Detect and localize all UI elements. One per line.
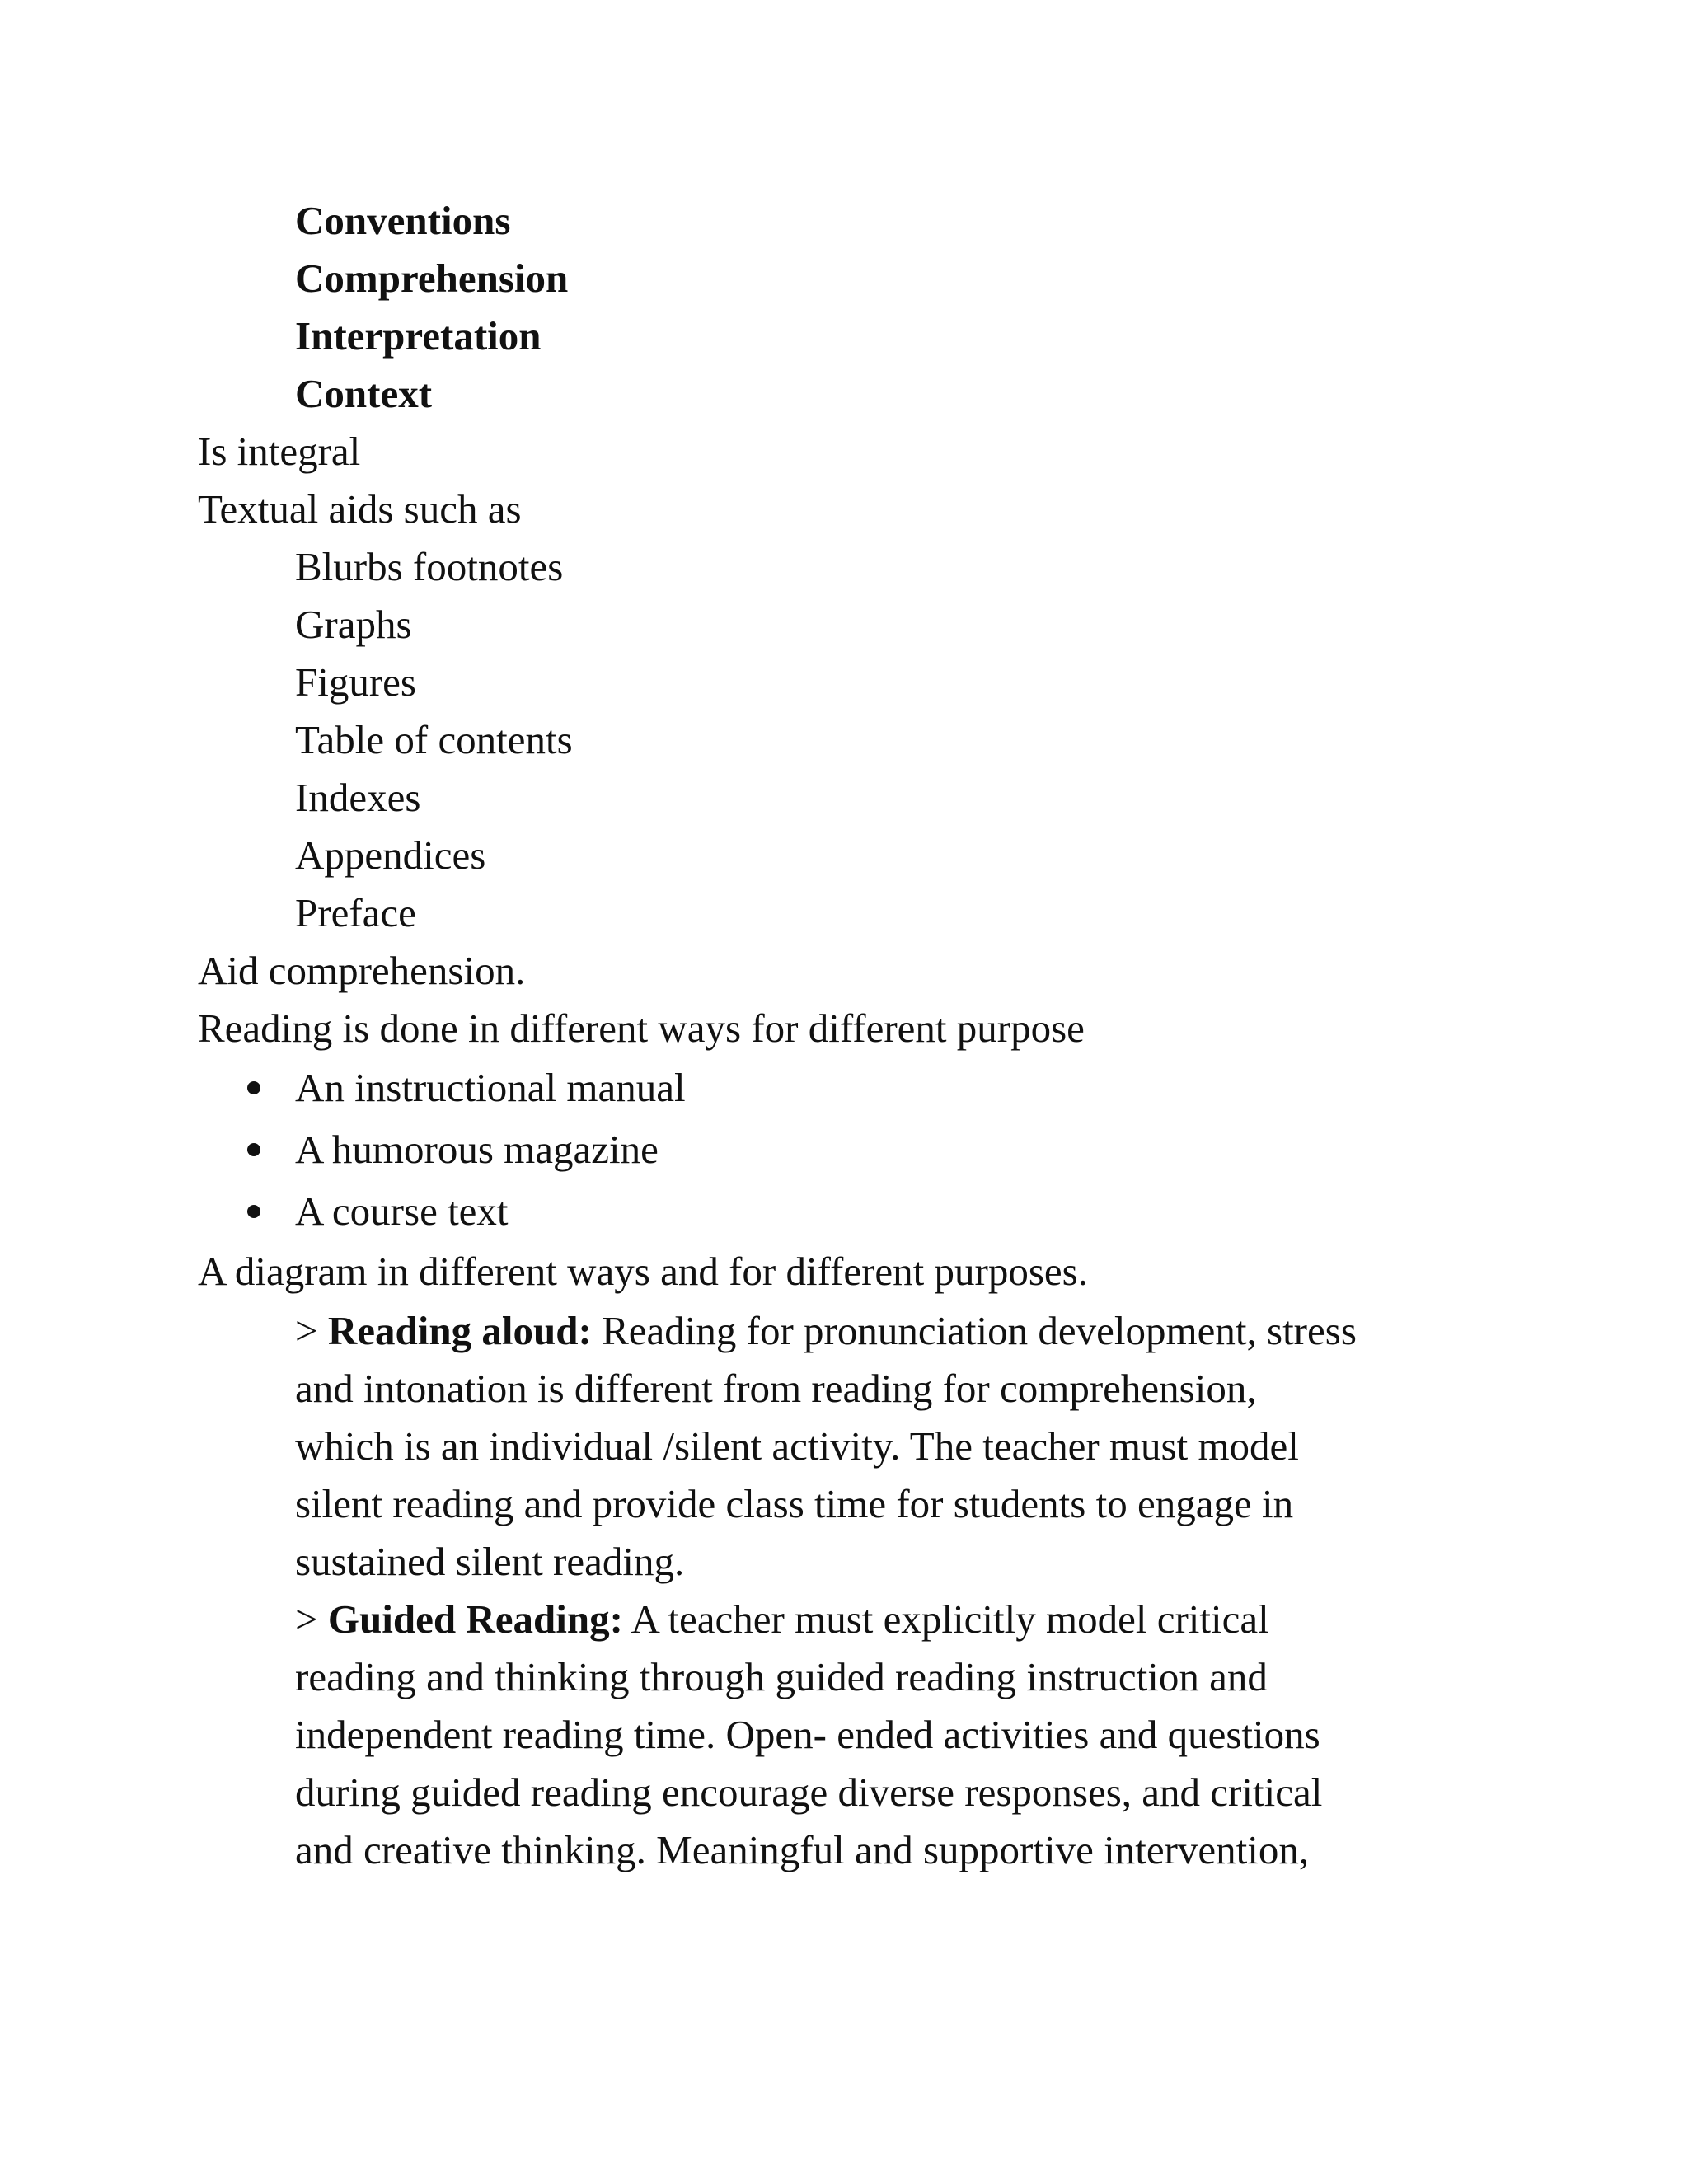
reading-aloud-first-line	[295, 1302, 1357, 1360]
bullet-icon	[247, 1143, 260, 1156]
reading-aloud-text: Reading for pronunciation development, stress	[602, 1308, 1357, 1353]
textual-aid-item: Appendices	[295, 832, 486, 878]
guided-reading-line: and creative thinking. Meaningful and supportive intervention,	[295, 1827, 1310, 1872]
textual-aid-item: Indexes	[295, 775, 421, 820]
heading-conventions: Conventions	[295, 198, 511, 243]
text-aid-comprehension: Aid comprehension.	[198, 948, 526, 993]
bullet-icon	[247, 1205, 260, 1218]
text-is-integral: Is integral	[198, 429, 361, 474]
bullet-item: An instructional manual	[295, 1065, 686, 1110]
guided-reading-line: independent reading time. Open- ended activities and questions	[295, 1712, 1320, 1757]
reading-aloud-line: sustained silent reading.	[295, 1539, 685, 1584]
text-textual-aids: Textual aids such as	[198, 486, 522, 532]
textual-aid-item: Preface	[295, 890, 416, 935]
bullet-item: A humorous magazine	[295, 1127, 659, 1172]
bullet-item: A course text	[295, 1188, 509, 1234]
reading-aloud-line: silent reading and provide class time for students to engage in	[295, 1481, 1294, 1526]
bullet-icon	[247, 1081, 260, 1094]
reading-aloud-line: which is an individual /silent activity. The teacher must model	[295, 1423, 1299, 1469]
reading-aloud-line: and intonation is different from reading for comprehension,	[295, 1366, 1257, 1411]
textual-aid-item: Figures	[295, 659, 416, 705]
reading-aloud-marker: >	[295, 1308, 318, 1353]
guided-reading-text: A teacher must explicitly model critical	[631, 1596, 1269, 1642]
guided-reading-line: reading and thinking through guided reading instruction and	[295, 1654, 1268, 1699]
guided-reading-term: Guided Reading:	[327, 1596, 623, 1642]
text-diagram: A diagram in different ways and for different purposes.	[198, 1249, 1088, 1294]
heading-comprehension: Comprehension	[295, 255, 569, 301]
guided-reading-marker: >	[295, 1596, 318, 1642]
text-reading-purpose: Reading is done in different ways for different purpose	[198, 1005, 1085, 1051]
guided-reading-line: during guided reading encourage diverse responses, and critical	[295, 1769, 1323, 1815]
heading-context: Context	[295, 371, 433, 416]
textual-aid-item: Blurbs footnotes	[295, 544, 564, 589]
reading-aloud-term: Reading aloud:	[327, 1308, 592, 1353]
textual-aid-item: Table of contents	[295, 717, 573, 762]
guided-reading-first-line	[295, 1591, 1269, 1648]
textual-aid-item: Graphs	[295, 602, 412, 647]
heading-interpretation: Interpretation	[295, 313, 542, 359]
